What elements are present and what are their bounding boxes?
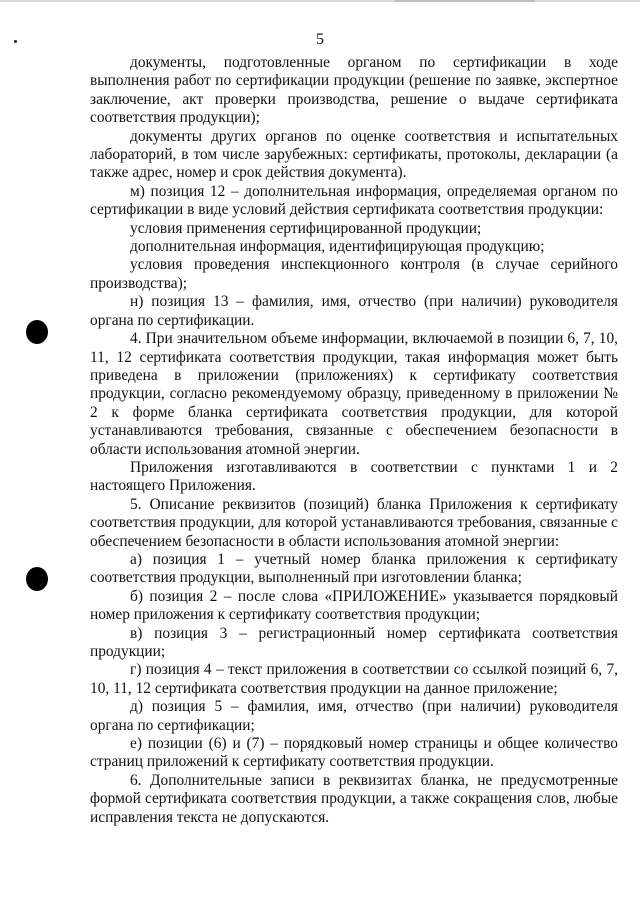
paragraph-appendix-positions-6-7: е) позиции (6) и (7) – порядковый номер страницы и общее количество страниц приложений к сертификату соответствия продукции. (90, 735, 618, 771)
paragraph-item-6: 6. Дополнительные записи в реквизитах бланка, не предусмотренные формой сертификата соответствия продукции, а также сокращения слов, любые исправления текста не допускаются. (90, 771, 618, 826)
paragraph-inspection-control: условия проведения инспекционного контроля (в случае серийного производства); (90, 256, 618, 292)
page-number: 5 (316, 31, 324, 48)
punch-hole-top (26, 320, 48, 344)
paragraph-appendix-position-1: а) позиция 1 – учетный номер бланка приложения к сертификату соответствия продукции, выполненный при изготовлении бланка; (90, 550, 618, 587)
document-body (90, 54, 618, 827)
paragraph-appendix-position-4: г) позиция 4 – текст приложения в соответствии со ссылкой позиций 6, 7, 10, 11, 12 сертификата соответствия продукции на данное приложение; (90, 661, 618, 697)
punch-hole-bottom (26, 567, 48, 591)
paragraph-appendix-position-3: в) позиция 3 – регистрационный номер сертификата соответствия продукции; (90, 624, 618, 660)
paragraph-usage-conditions: условия применения сертифицированной продукции; (130, 219, 482, 237)
paragraph-item-5: 5. Описание реквизитов (позиций) бланка Приложения к сертификату соответствия продукции, для которой устанавливаются требования, связанные с обеспечением безопасности в области использования атомной энергии: (90, 495, 618, 550)
paragraph-identifying-info: дополнительная информация, идентифицирующая продукцию; (130, 238, 545, 256)
scan-top-mark (395, 0, 535, 2)
paragraph-appendix-position-2: б) позиция 2 – после слова «ПРИЛОЖЕНИЕ» указывается порядковый номер приложения к сертификату соответствия продукции; (90, 587, 618, 624)
scan-top-edge (0, 0, 640, 2)
paragraph-position-12: м) позиция 12 – дополнительная информация, определяемая органом по сертификации в виде условий действия сертификата соответствия продукции: (90, 182, 618, 219)
paragraph-appendix-position-5: д) позиция 5 – фамилия, имя, отчество (при наличии) руководителя органа по сертификации; (90, 698, 618, 734)
paragraph-position-13: н) позиция 13 – фамилия, имя, отчество (при наличии) руководителя органа по сертификации. (90, 293, 618, 329)
paragraph-item-4: 4. При значительном объеме информации, включаемой в позиции 6, 7, 10, 11, 12 сертификата соответствия продукции, такая информация может быть приведена в приложении (приложениях) к сертификату соответствия продукции, согласно рекомендуемому образцу, приведенному в приложении № 2 к форме бланка сертификата соответствия продукции, для которой устанавливаются требования, связанные с обеспечением безопасности в области использования атомной энергии. (90, 330, 618, 458)
paragraph-documents-by-certification-body: документы, подготовленные органом по сертификации в ходе выполнения работ по сертификации продукции (решение по заявке, экспертное заключение, акт проверки производства, решение о выдаче сертификата соответствия продукции); (90, 54, 618, 127)
paragraph-appendices-manufacture: Приложения изготавливаются в соответствии с пунктами 1 и 2 настоящего Приложения. (90, 458, 618, 495)
paragraph-documents-other-bodies: документы других органов по оценке соответствия и испытательных лабораторий, в том числе зарубежных: сертификаты, протоколы, декларации (а также адрес, номер и срок действия документа). (90, 127, 618, 182)
